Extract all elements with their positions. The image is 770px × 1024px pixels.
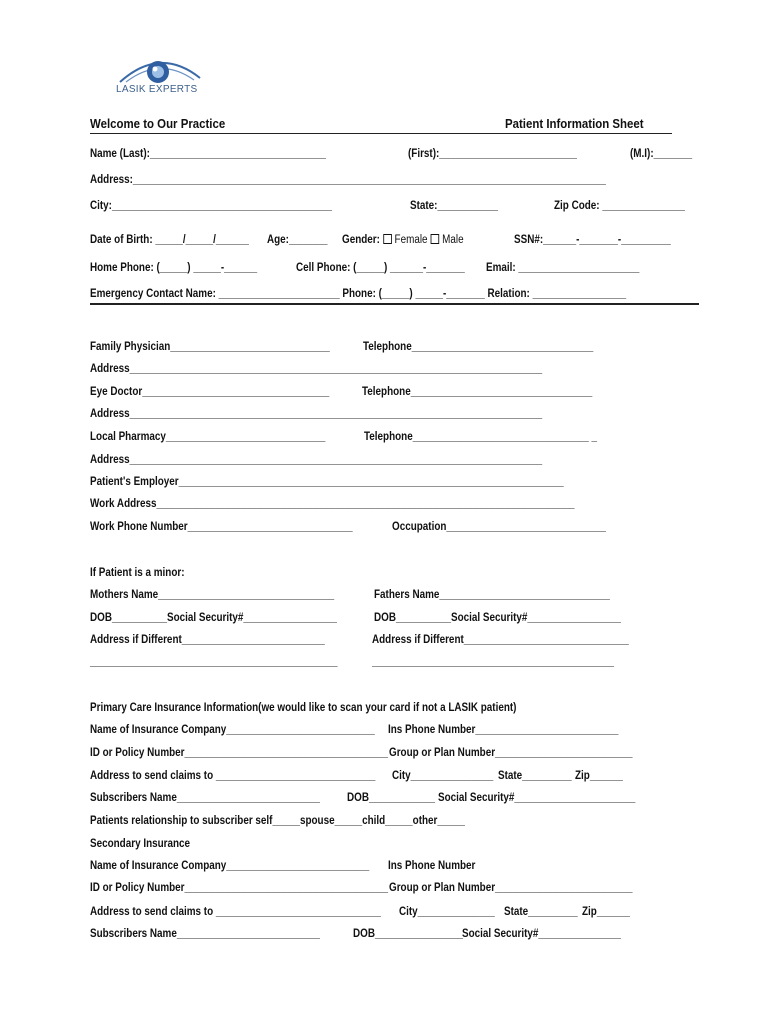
father-address-line2[interactable]: ____________________________________________ bbox=[372, 656, 615, 668]
secondary-insurance-heading: Secondary Insurance bbox=[90, 838, 191, 850]
ssn-field[interactable]: SSN#:______-_______-_________ bbox=[514, 234, 671, 246]
insurance-phone-field[interactable]: Ins Phone Number__________________________ bbox=[388, 724, 619, 736]
secondary-state-field[interactable]: State_________ bbox=[504, 906, 578, 918]
cell-phone-field[interactable]: Cell Phone: (_____) ______-_______ bbox=[296, 262, 465, 274]
mother-address-line2[interactable]: _____________________________________________ bbox=[90, 656, 338, 668]
occupation-field[interactable]: Occupation_____________________________ bbox=[392, 521, 606, 533]
emergency-contact-field[interactable]: Emergency Contact Name: ______________________ Phone: (_____) _____-_______ Relation: _________________ bbox=[90, 288, 627, 300]
secondary-policy-field[interactable]: ID or Policy Number_____________________________________ bbox=[90, 882, 389, 894]
sheet-title: Patient Information Sheet bbox=[505, 116, 644, 131]
minor-heading: If Patient is a minor: bbox=[90, 567, 185, 579]
gender-group bbox=[342, 234, 464, 246]
local-pharmacy-field[interactable]: Local Pharmacy_____________________________ bbox=[90, 431, 326, 443]
primary-insurance-heading: Primary Care Insurance Information(we would like to scan your card if not a LASIK patient) bbox=[90, 702, 517, 714]
male-checkbox[interactable] bbox=[431, 234, 440, 244]
claims-city-field[interactable]: City_______________ bbox=[392, 770, 494, 782]
gender-label: Gender: bbox=[342, 234, 380, 246]
home-phone-field[interactable]: Home Phone: (_____) _____-______ bbox=[90, 262, 258, 274]
policy-number-field[interactable]: ID or Policy Number_____________________________________ bbox=[90, 747, 389, 759]
secondary-group-field[interactable]: Group or Plan Number_________________________ bbox=[389, 882, 633, 894]
secondary-phone-field[interactable]: Ins Phone Number bbox=[388, 860, 476, 872]
logo-text: LASIK EXPERTS bbox=[116, 84, 198, 95]
pharmacy-address-field[interactable]: Address___________________________________________________________________________ bbox=[90, 454, 543, 466]
secondary-claims-field[interactable]: Address to send claims to ______________________________ bbox=[90, 906, 381, 918]
claims-state-field[interactable]: State_________ bbox=[498, 770, 572, 782]
section-rule bbox=[90, 303, 699, 305]
subscriber-name-field[interactable]: Subscribers Name__________________________ bbox=[90, 792, 320, 804]
mothers-name-field[interactable]: Mothers Name________________________________ bbox=[90, 589, 335, 601]
zip-field[interactable]: Zip Code: _______________ bbox=[554, 200, 685, 212]
eye-doctor-field[interactable]: Eye Doctor__________________________________ bbox=[90, 386, 330, 398]
father-address-field[interactable]: Address if Different______________________________ bbox=[372, 634, 629, 646]
female-checkbox[interactable] bbox=[383, 234, 392, 244]
physician-address-field[interactable]: Address___________________________________________________________________________ bbox=[90, 363, 543, 375]
work-address-field[interactable]: Work Address____________________________________________________________________________ bbox=[90, 498, 575, 510]
name-last-field[interactable]: Name (Last):________________________________ bbox=[90, 148, 326, 160]
welcome-heading: Welcome to Our Practice bbox=[90, 116, 226, 131]
dob-field[interactable]: Date of Birth: _____/_____/______ bbox=[90, 234, 249, 246]
group-number-field[interactable]: Group or Plan Number_________________________ bbox=[389, 747, 633, 759]
secondary-dob-field[interactable]: DOB________________ bbox=[353, 928, 463, 940]
email-field[interactable]: Email: ______________________ bbox=[486, 262, 640, 274]
claims-address-field[interactable]: Address to send claims to _____________________________ bbox=[90, 770, 376, 782]
subscriber-ss-field[interactable]: Social Security#______________________ bbox=[438, 792, 636, 804]
physician-telephone-field[interactable]: Telephone_________________________________ bbox=[363, 341, 594, 353]
secondary-zip-field[interactable]: Zip______ bbox=[582, 906, 630, 918]
insurance-company-field[interactable]: Name of Insurance Company___________________________ bbox=[90, 724, 375, 736]
secondary-company-field[interactable]: Name of Insurance Company__________________________ bbox=[90, 860, 370, 872]
eye-doctor-address-field[interactable]: Address___________________________________________________________________________ bbox=[90, 408, 543, 420]
age-field[interactable]: Age:_______ bbox=[267, 234, 328, 246]
male-label: Male bbox=[442, 234, 464, 246]
claims-zip-field[interactable]: Zip______ bbox=[575, 770, 623, 782]
secondary-city-field[interactable]: City______________ bbox=[399, 906, 495, 918]
employer-field[interactable]: Patient's Employer______________________________________________________________________ bbox=[90, 476, 564, 488]
father-dob-ss-field[interactable]: DOB__________Social Security#_________________ bbox=[374, 612, 621, 624]
pharmacy-telephone-field[interactable]: Telephone________________________________ _ bbox=[364, 431, 597, 443]
female-label: Female bbox=[394, 234, 428, 246]
name-mi-field[interactable]: (M.I):_______ bbox=[630, 148, 693, 160]
city-field[interactable]: City:________________________________________ bbox=[90, 200, 332, 212]
name-first-field[interactable]: (First):_________________________ bbox=[408, 148, 577, 160]
family-physician-field[interactable]: Family Physician_____________________________ bbox=[90, 341, 330, 353]
state-field[interactable]: State:___________ bbox=[410, 200, 498, 212]
mother-address-field[interactable]: Address if Different__________________________ bbox=[90, 634, 325, 646]
secondary-subscriber-field[interactable]: Subscribers Name__________________________ bbox=[90, 928, 320, 940]
eye-doctor-telephone-field[interactable]: Telephone_________________________________ bbox=[362, 386, 593, 398]
work-phone-field[interactable]: Work Phone Number______________________________ bbox=[90, 521, 353, 533]
header-rule bbox=[90, 133, 672, 134]
subscriber-dob-field[interactable]: DOB____________ bbox=[347, 792, 435, 804]
fathers-name-field[interactable]: Fathers Name_______________________________ bbox=[374, 589, 610, 601]
secondary-ss-field[interactable]: Social Security#_______________ bbox=[462, 928, 621, 940]
address-field[interactable]: Address:______________________________________________________________________________________ bbox=[90, 174, 606, 186]
relationship-field[interactable]: Patients relationship to subscriber self_____spouse_____child_____other_____ bbox=[90, 815, 465, 827]
mother-dob-ss-field[interactable]: DOB__________Social Security#_________________ bbox=[90, 612, 337, 624]
